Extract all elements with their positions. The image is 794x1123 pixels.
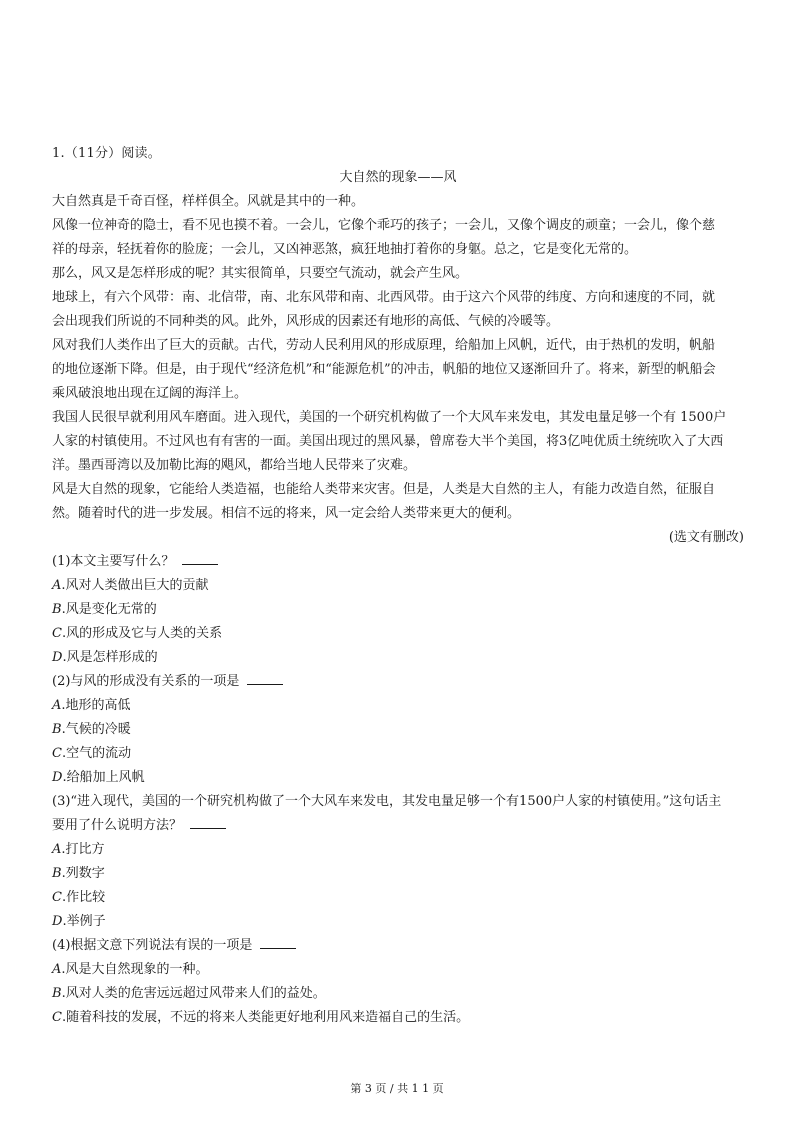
passage-line: 的地位逐渐下降。但是，由于现代“经济危机”和“能源危机”的冲击，帆船的地位又逐渐回升了。将来，新型的帆船会	[52, 362, 716, 377]
option-text: .随着科技的发展，不远的将来人类能更好地利用风来造福自己的生活。	[61, 1010, 470, 1025]
option-text: .地形的高低	[61, 698, 131, 713]
question-stem: (3)“进入现代，美国的一个研究机构做了一个大风车来发电，其发电量足够一个有1500户人家的村镇使用。”这句话主	[52, 794, 722, 809]
passage-line: 大自然真是千奇百怪，样样俱全。风就是其中的一种。	[52, 194, 365, 209]
option-letter: B	[52, 866, 62, 881]
passage	[52, 190, 744, 526]
option-letter: A	[52, 698, 62, 713]
option-text: .给船加上风帆	[62, 770, 145, 785]
passage-line: 我国人民很早就利用风车磨面。进入现代，美国的一个研究机构做了一个大风车来发电，其发电量足够一个有 1500户	[52, 410, 727, 425]
question-4	[52, 934, 744, 1030]
question-1	[52, 550, 744, 670]
passage-line: 风是大自然的现象，它能给人类造福，也能给人类带来灾害。但是，人类是大自然的主人，有能力改造自然，征服自	[52, 482, 716, 497]
option-text: .打比方	[61, 842, 105, 857]
page-footer: 第 3 页 / 共 1 1 页	[350, 1082, 444, 1095]
option-letter: D	[52, 914, 63, 929]
option-letter: D	[52, 770, 63, 785]
question-stem: (2)与风的形成没有关系的一项是	[52, 674, 240, 689]
option-text: .风是变化无常的	[61, 602, 157, 617]
question-2	[52, 670, 744, 790]
option-text: .风是大自然现象的一种。	[61, 962, 209, 977]
option-text: .风是怎样形成的	[62, 650, 158, 665]
source-note: (选文有删改)	[668, 530, 744, 545]
option-letter: C	[52, 890, 62, 905]
passage-line: 风对我们人类作出了巨大的贡献。古代，劳动人民利用风的形成原理，给船加上风帆，近代，由于热机的发明，帆船	[52, 338, 716, 353]
passage-line: 地球上，有六个风带：南、北信带，南、北东风带和南、北西风带。由于这六个风带的纬度、方向和速度的不同，就	[52, 290, 716, 305]
passage-line: 乘风破浪地出现在辽阔的海洋上。	[52, 386, 248, 401]
option-text: .风的形成及它与人类的关系	[61, 626, 223, 641]
question-stem: 要用了什么说明方法？	[52, 818, 183, 833]
option-letter: C	[52, 1010, 62, 1025]
question-3	[52, 790, 744, 934]
option-text: .作比较	[61, 890, 106, 905]
passage-line: 祥的母亲，轻抚着你的脸庞；一会儿，又凶神恶煞，疯狂地抽打着你的身躯。总之，它是变化无常的。	[52, 242, 638, 257]
option-letter: C	[52, 746, 62, 761]
option-text: .气候的冷暖	[61, 722, 131, 737]
option-letter: A	[52, 578, 62, 593]
document-page	[52, 142, 744, 1030]
option-letter: D	[52, 650, 63, 665]
passage-line: 然。随着时代的进一步发展。相信不远的将来，风一定会给人类带来更大的便利。	[52, 506, 521, 521]
question-header: 1.（11分）阅读。	[52, 146, 161, 161]
option-text: .风对人类做出巨大的贡献	[61, 578, 209, 593]
option-text: .举例子	[62, 914, 106, 929]
option-text: .风对人类的危害远远超过风带来人们的益处。	[61, 986, 326, 1001]
passage-line: 那么，风又是怎样形成的呢？其实很简单，只要空气流动，就会产生风。	[52, 266, 469, 281]
passage-line: 会出现我们所说的不同种类的风。此外，风形成的因素还有地形的高低、气候的冷暖等。	[52, 314, 560, 329]
question-stem: (1)本文主要写什么？	[52, 554, 175, 569]
option-letter: A	[52, 842, 62, 857]
question-stem: (4)根据文意下列说法有误的一项是	[52, 938, 253, 953]
option-letter: C	[52, 626, 62, 641]
passage-title: 大自然的现象——风	[339, 170, 457, 185]
option-letter: B	[52, 722, 62, 737]
option-text: .列数字	[61, 866, 105, 881]
passage-line: 洋。墨西哥湾以及加勒比海的飓风，都给当地人民带来了灾难。	[52, 458, 417, 473]
option-letter: B	[52, 986, 62, 1001]
passage-line: 风像一位神奇的隐士，看不见也摸不着。一会儿，它像个乖巧的孩子；一会儿，又像个调皮的顽童；一会儿，像个慈	[52, 218, 716, 233]
option-text: .空气的流动	[61, 746, 132, 761]
answer-blank[interactable]	[247, 672, 283, 685]
option-letter: B	[52, 602, 62, 617]
option-letter: A	[52, 962, 62, 977]
answer-blank[interactable]	[260, 936, 296, 949]
answer-blank[interactable]	[182, 552, 218, 565]
passage-line: 人家的村镇使用。不过风也有有害的一面。美国出现过的黑风暴，曾席卷大半个美国，将3亿吨优质土统统吹入了大西	[52, 434, 724, 449]
answer-blank[interactable]	[190, 816, 226, 829]
